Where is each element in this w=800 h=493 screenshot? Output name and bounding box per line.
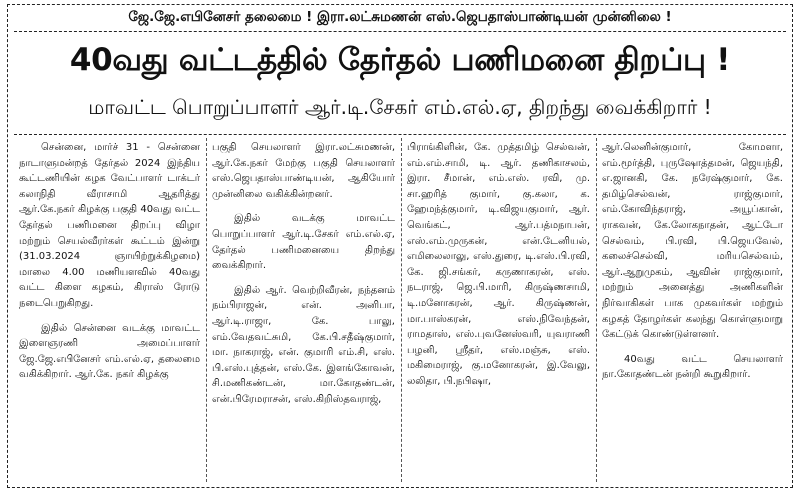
paragraph: பகுதி செயலாளர் இரா.லட்சுமணன், ஆர்.கே.நகர் மேற்கு பகுதி செயலாளர் எஸ்.ஜெபதாஸ்பாண்டியன், ஆகியோர் முன்னிலை வகிக்கின்றனர்.: [212, 142, 395, 200]
divider-top: [14, 31, 786, 32]
paragraph: இதில் ஆர். வெற்றிவீரன், நந்தனம் நம்பிராஜன், என். அனிபா, ஆர்.டி.ராஜா, கே. பாலு, எம்.வேதவட்சுமி, கே.பி.சதீஷ்குமார், மா. நாகராஜ், என். குமாரி எம்.சி, எஸ். பி.எஸ்.புத்தன், எஸ்.கே. இளங்கோவன், சி.மணிகண்டன், மா.கோதண்டன், என்.பிரேமராசன், எஸ்.கிறிஸ்தவராஜ்,: [212, 284, 395, 405]
article-column-3: [407, 140, 590, 480]
article-column-1: [19, 140, 200, 480]
paragraph: பிராங்கிளின், கே. முத்தமிழ் செல்வன், எம்.எம்.சாமி, டி. ஆர். தணிகாசலம், இரா. சீமான், எம்.எஸ். ரவி, மு. சா.ஹரித் குமார், கு.கலா, க. ஹேமந்த்குமார், டி.விஜயகுமார், ஆர். வெங்கட், ஆர்.பத்மநாபன், எஸ்.எம்.முருகன், என்.டேனியல், எமிலைலாலு, எஸ்.துரை, டி.எஸ்.பி.ரவி, கே. ஜி.சங்கர், கருணாகரன், எஸ். நடராஜ், ஜெ.பி.மாரி, கிருஷ்ணசாமி, டி.மனோகரன், ஆர். கிருஷ்ணன், மா.பாஸ்கரன், எஸ்.நிவேந்தன், ராமதாஸ், எஸ்.புவனேஸ்வரி, யுவராணி பழனி, ஸ்ரீதர், எஸ்.மஞ்சு, எஸ். மகிமைராஜ், கு.மனோகரன், இ.வேலு, லலிதா, பி.நபிஷா,: [407, 142, 590, 387]
paragraph: இதில் வடக்கு மாவட்ட பொறுப்பாளர் ஆர்.டி.சேகர் எம்.எல்.ஏ, தேர்தல் பணிமனையை திறந்து வைக்கிறார்.: [212, 213, 395, 272]
headline: 40வது வட்டத்தில் தேர்தல் பணிமனை திறப்பு !: [69, 42, 731, 78]
paragraph: சென்னை, மார்ச் 31 - சென்னை நாடாளுமன்றத் தேர்தல் 2024 இந்திய கூட்டணியின் கழக வேட்பாளர் டாக்டர் கலாநிதி வீராசாமி ஆதரித்து ஆர்.கே.நகர் கிழக்கு பகுதி 40வது வட்ட தேர்தல் பணிமனை திறப்பு விழா மற்றும் செயல்வீரர்கள் கூட்டம் இன்று (31.03.2024 ஞாயிற்றுக்கிழமை) மாலை 4.00 மணியளவில் 40வது வட்ட கிளை கழகம், கிராஸ் ரோடு நடைபெறுகிறது.: [19, 142, 200, 309]
paragraph: ஆர்.லெனின்குமார், கோமளா, எம்.மூர்த்தி, புருஷோத்தமன், ஜெயந்தி, எ.ஜானகி, கே. நரேஷ்குமார், கே. தமிழ்செல்வன், ராஜ்குமார், எம்.கோவிந்தராஜ், அயூப்கான், ராகவன், கே.லோகநாதன், ஆட்டோ செல்வம், பி.ரவி, பி.ஜெயவேல், கலைச்செல்வி, மரியசெல்வம், ஆர்.ஆறுமுகம், ஆவின் ராஜ்குமார், மற்றும் அனைத்து அணிகளின் நிர்வாகிகள் பாக முகவர்கள் மற்றும் கழகத் தோழர்கள் கலந்து கொள்ளுமாறு கேட்டுக் கொண்டுள்ளனர்.: [602, 142, 783, 341]
column-separator: [206, 138, 207, 482]
subheadline: மாவட்ட பொறுப்பாளர் ஆர்.டி.சேகர் எம்.எல்.ஏ, திறந்து வைக்கிறார் !: [88, 95, 712, 119]
divider-body: [14, 134, 786, 135]
column-separator: [401, 138, 402, 482]
paragraph: 40வது வட்ட செயலாளர் நா.கோதண்டன் நன்றி கூறுகிறார்.: [602, 353, 783, 381]
paragraph: இதில் சென்னை வடக்கு மாவட்ட இளைஞரணி அமைப்பாளர் ஜே.ஜே.எபினேசர் எம்.எல்.ஏ, தலைமை வகிக்கிறார். ஆர்.கே. நகர் கிழக்கு: [19, 322, 200, 381]
kicker-line: ஜே.ஜே.எபினேசர் தலைமை ! இரா.லட்சுமணன் எஸ்.ஜெபதாஸ்பாண்டியன் முன்னிலை !: [128, 9, 672, 25]
article-column-4: [602, 140, 783, 480]
article-column-2: [212, 140, 395, 480]
column-separator: [596, 138, 597, 482]
